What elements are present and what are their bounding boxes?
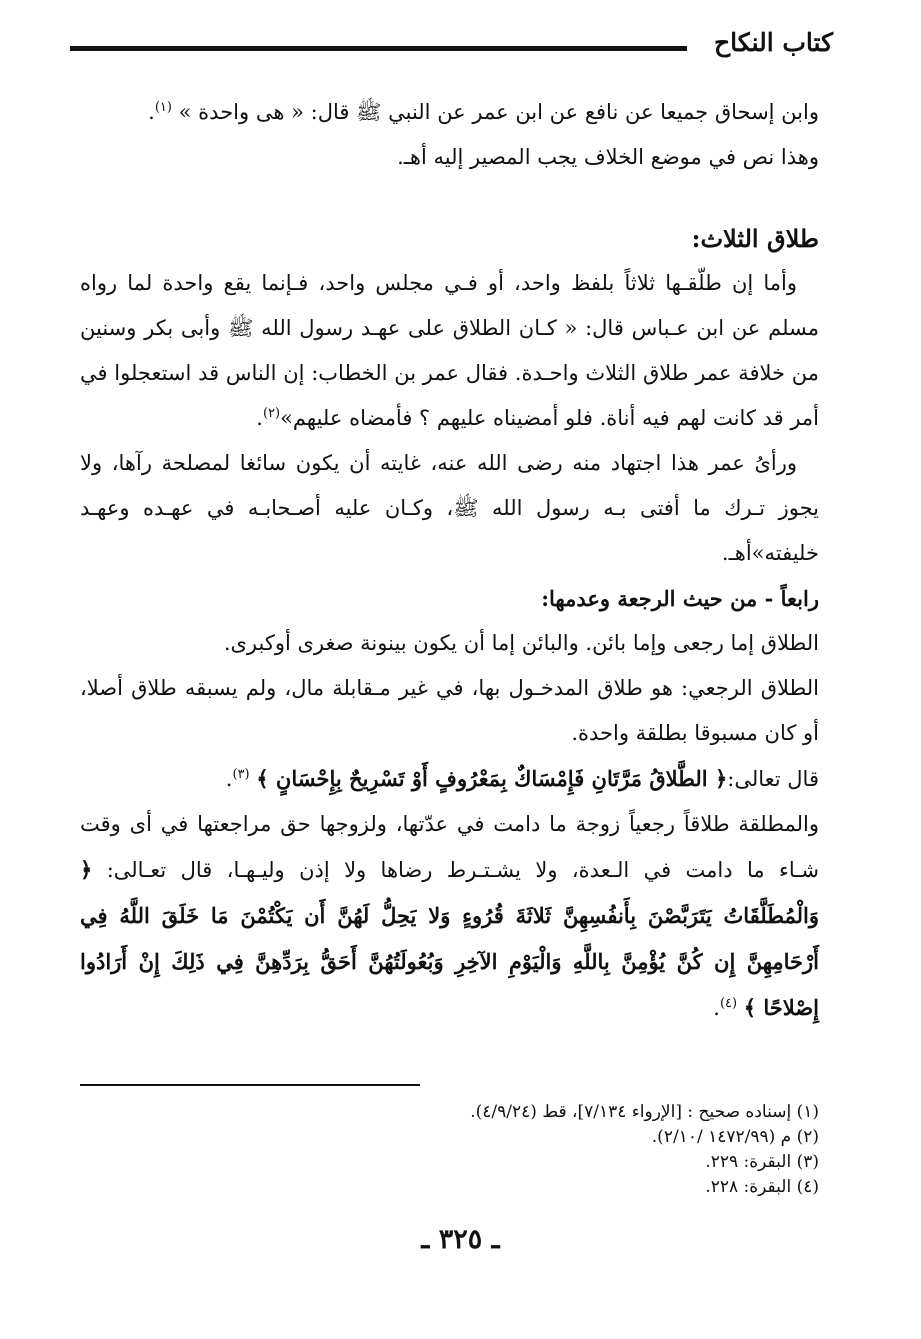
paragraph-8-end: . (713, 996, 720, 1020)
paragraph-1-end: . (148, 100, 155, 124)
paragraph-3-end: . (256, 406, 263, 430)
footnote-ref-1: (١) (154, 100, 172, 115)
paragraph-1-text: وابن إسحاق جميعا عن نافع عن ابن عمر عن النبي ﷺ قال: « هى واحدة » (178, 100, 819, 124)
paragraph-2: وهذا نص في موضع الخلاف يجب المصير إليه أهـ. (397, 145, 819, 169)
section-heading: طلاق الثلاث: (691, 224, 819, 253)
footnote-rule (80, 1084, 420, 1086)
chapter-title: كتاب النكاح (714, 28, 833, 57)
footnote-2: (٢) م (١٤٧٢/٩٩ /٢/١٠). (651, 1127, 819, 1147)
footnote-1: (١) إسناده صحيح : [الإرواء ٧/١٣٤]، قط (٤/٩/٢٤). (470, 1102, 819, 1122)
paragraph-5: الطلاق إما رجعى وإما بائن. والبائن إما أن يكون بينونة صغرى أوكبرى. (223, 631, 819, 655)
paragraph-3-text: وأما إن طلّقـها ثلاثاً بلفظ واحد، أو فـي مجلس واحد، فـإنما يقع واحدة لما رواه مسلم عن ابن عـباس قال: « كـان الطلاق على عهـد رسول الله ﷺ وأبى بكر وسنين من خلافة عمر طلاق الثلاث واحـدة. فقال عمر بن الخطاب: إن الناس قد استعجلوا في أمر قد كانت لهم فيه أناة. فلو أمضيناه عليهم ؟ فأمضاه عليهم» (80, 271, 819, 430)
main-text (80, 90, 819, 1031)
paragraph-6: الطلاق الرجعي: هو طلاق المدخـول بها، في غير مـقابلة مال، ولم يسبقه طلاق أصلا، أو كان مسبوقا بطلقة واحدة. (80, 676, 819, 745)
paragraph-1 (80, 90, 819, 135)
footnotes (80, 1100, 819, 1200)
subheading: رابعاً - من حيث الرجعة وعدمها: (541, 586, 819, 611)
quran-verse-1: ﴿ الطَّلاقُ مَرَّتَانِ فَإِمْسَاكٌ بِمَعْرُوفٍ أَوْ تَسْرِيحٌ بِإِحْسَانٍ ﴾ (256, 766, 728, 791)
quran-verse-2: ﴿ وَالْمُطَلَّقَاتُ يَتَرَبَّصْنَ بِأَنفُسِهِنَّ ثَلاثَةَ قُرُوءٍ وَلا يَحِلُّ لَهُنَّ أَن يَكْتُمْنَ مَا خَلَقَ اللَّهُ فِي أَرْحَامِهِنَّ إِن كُنَّ يُؤْمِنَّ بِاللَّهِ وَالْيَوْمِ الآخِرِ وَبُعُولَتُهُنَّ أَحَقُّ بِرَدِّهِنَّ فِي ذَلِكَ إِنْ أَرَادُوا إِصْلاحًا ﴾ (80, 857, 819, 1020)
page-number: ـ ٣٢٥ ـ (421, 1224, 500, 1255)
paragraph-8-text: والمطلقة طلاقاً رجعياً زوجة ما دامت في عدّتها، ولزوجها حق مراجعتها في أى وقت شـاء ما دامت في الـعدة، ولا يشـتـرط رضاها ولا إذن وليـهـا، قال تعـالى: (80, 812, 819, 882)
footnote-ref-2: (٢) (262, 406, 281, 421)
footnote-ref-4: (٤) (719, 996, 738, 1011)
page-header (70, 26, 833, 66)
paragraph-8 (80, 802, 819, 1031)
paragraph-7-end: . (225, 767, 233, 791)
footnote-ref-3: (٣) (232, 767, 250, 782)
paragraph-3 (80, 261, 819, 441)
paragraph-4: ورأىُ عمر هذا اجتهاد منه رضى الله عنه، غايته أن يكون سائغا لمصلحة رآها، ولا يجوز تـرك ما أفتى بـه رسول الله ﷺ، وكـان عليه أصـحابـه في عهـده وعهـد خليفته»أهـ. (80, 451, 819, 565)
footnote-3: (٣) البقرة: ٢٢٩. (705, 1152, 819, 1172)
footnote-4: (٤) البقرة: ٢٢٨. (705, 1177, 819, 1197)
header-rule (70, 46, 687, 51)
quran-intro: قال تعالى: (727, 767, 819, 791)
paragraph-7 (80, 756, 819, 802)
